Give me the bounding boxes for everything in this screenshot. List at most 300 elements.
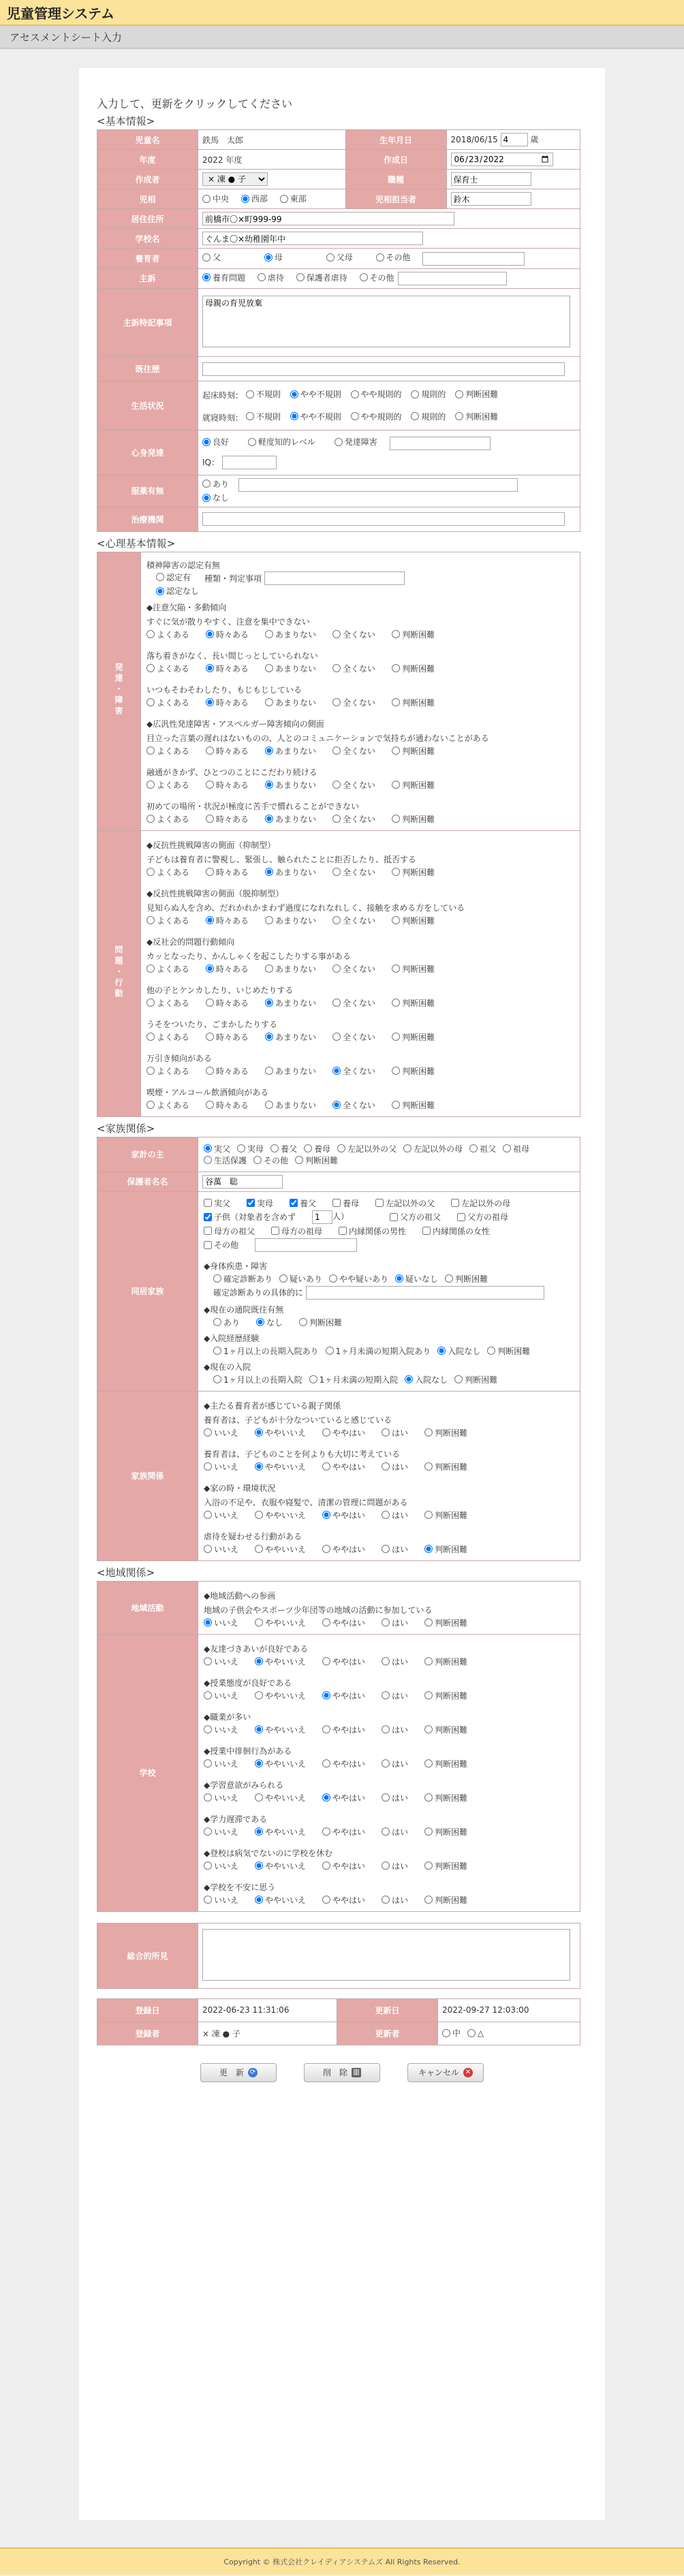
radio-option-rq1[interactable] [424, 1427, 467, 1439]
sleep-radio[interactable] [411, 411, 446, 422]
radio-option-label: 全くない [343, 746, 376, 756]
radio-option-now[interactable] [309, 1374, 399, 1385]
radio-option-sq5[interactable] [382, 1792, 408, 1804]
guardian-opt: 父母 [336, 253, 353, 262]
radio-option-sq1[interactable] [255, 1656, 306, 1667]
radio-option-rq2[interactable] [204, 1461, 238, 1473]
complaint-note-textarea[interactable] [202, 296, 570, 347]
radio-option-rq2[interactable] [322, 1461, 365, 1473]
cohab-check[interactable] [290, 1197, 316, 1209]
radio-option-label: 時々ある [216, 1032, 249, 1042]
radio-option-rq4[interactable] [255, 1543, 306, 1555]
radio-option-sq7[interactable] [255, 1860, 306, 1872]
radio-option-q13[interactable] [265, 1099, 316, 1111]
radio-option-sq5[interactable] [322, 1792, 365, 1804]
radio-option-label: いいえ [214, 1691, 239, 1701]
radio-option-q3[interactable] [146, 697, 189, 708]
cert-opt: 認定有 [166, 572, 191, 582]
radio-option-label: よくある [157, 780, 190, 790]
hospital-input[interactable] [202, 512, 565, 526]
guardian-name-input[interactable] [202, 1175, 283, 1189]
radio-option-sq1[interactable] [424, 1656, 467, 1667]
radio-option-q10[interactable] [146, 997, 189, 1009]
radio-option-q3[interactable] [265, 697, 316, 708]
radio-option-q8[interactable] [332, 915, 375, 926]
radio-option-label: やや疑いあり [339, 1274, 389, 1284]
radio-option-rq3[interactable] [255, 1509, 306, 1521]
radio-option-sq7[interactable] [204, 1860, 238, 1872]
area-radio-east[interactable] [280, 193, 307, 204]
radio-option-label: いいえ [214, 1428, 239, 1438]
update-button[interactable] [200, 2063, 277, 2082]
radio-option-label: 判断困難 [435, 1462, 468, 1472]
radio-option-sq4[interactable] [322, 1758, 365, 1770]
radio-option-ill[interactable] [329, 1273, 388, 1285]
radio-option-q2[interactable] [332, 663, 375, 674]
radio-option-sq7[interactable] [382, 1860, 408, 1872]
radio-option-q12[interactable] [392, 1065, 435, 1077]
guardian-radio[interactable] [326, 251, 353, 263]
dev-radio[interactable] [202, 436, 229, 447]
radio-option-q4[interactable] [146, 745, 189, 757]
med-radio-no[interactable] [202, 492, 229, 503]
radio-option-sq2[interactable] [255, 1690, 306, 1701]
radio-option-sq1[interactable] [382, 1656, 408, 1667]
guardian-opt: その他 [386, 253, 411, 262]
radio-option-q11[interactable] [332, 1031, 375, 1043]
radio-option-q1[interactable] [265, 629, 316, 640]
guardian-radio[interactable] [202, 251, 221, 263]
radio-option-q6[interactable] [332, 813, 375, 825]
radio-option-now[interactable] [405, 1374, 448, 1385]
radio-option-sq8[interactable] [424, 1894, 467, 1906]
radio-option-q6[interactable] [206, 813, 249, 825]
cohab-check[interactable] [457, 1210, 508, 1224]
radio-option-sq2[interactable] [322, 1690, 365, 1701]
radio-option-adm[interactable] [326, 1345, 431, 1357]
job-input[interactable] [451, 172, 531, 186]
dev-radio[interactable] [335, 436, 377, 447]
radio-option-cq1[interactable] [255, 1617, 306, 1629]
wake-radio[interactable] [246, 388, 281, 400]
radio-option-q10[interactable] [332, 997, 375, 1009]
radio-option-q5[interactable] [392, 779, 435, 791]
radio-option-sq6[interactable] [424, 1826, 467, 1838]
basic-info-table [97, 129, 580, 532]
radio-option-label: 1ヶ月以上の長期入院 [223, 1375, 302, 1385]
radio-option-q4[interactable] [265, 745, 316, 757]
radio-option-q9[interactable] [146, 963, 189, 975]
radio-option-q5[interactable] [265, 779, 316, 791]
radio-option-q7[interactable] [146, 866, 189, 878]
radio-option-rq4[interactable] [382, 1543, 408, 1555]
radio-option-ill[interactable] [445, 1273, 488, 1285]
radio-option-now[interactable] [213, 1374, 302, 1385]
radio-option-rq1[interactable] [322, 1427, 365, 1439]
cert-kind-label: 種類・判定事項 [204, 574, 262, 583]
radio-option-q2[interactable] [146, 663, 189, 674]
iq-input[interactable] [222, 456, 277, 469]
radio-option-head[interactable] [270, 1143, 297, 1155]
cohab-other-input[interactable] [255, 1238, 357, 1252]
complaint-radio[interactable] [360, 272, 394, 283]
radio-option-label: 時々ある [216, 964, 249, 974]
radio-option-label: 全くない [343, 915, 376, 926]
opinion-textarea[interactable] [202, 1929, 570, 1981]
complaint-radio[interactable] [258, 272, 284, 283]
radio-option-q9[interactable] [332, 963, 375, 975]
radio-option-sq4[interactable] [204, 1758, 238, 1770]
radio-option-head[interactable] [204, 1155, 247, 1166]
radio-option-label: 判断困難 [435, 1793, 468, 1803]
radio-option-label: 判断困難 [455, 1274, 488, 1284]
radio-option-head[interactable] [469, 1143, 496, 1155]
radio-option-q3[interactable] [206, 697, 249, 708]
radio-option-rq2[interactable] [382, 1461, 408, 1473]
radio-option-cq1[interactable] [204, 1617, 238, 1629]
radio-option-hosp[interactable] [213, 1317, 240, 1328]
radio-option-sq5[interactable] [255, 1792, 306, 1804]
opinion-label: 総合的所見 [97, 1923, 198, 1988]
cohab-other-check[interactable] [204, 1238, 238, 1252]
radio-option-head[interactable] [503, 1143, 529, 1155]
cohab-check[interactable] [271, 1225, 322, 1237]
wake-radio[interactable] [411, 388, 446, 400]
radio-option-sq3[interactable] [382, 1724, 408, 1735]
guardian-radio[interactable] [376, 251, 411, 263]
radio-option-head[interactable] [237, 1143, 264, 1155]
radio-option-q1[interactable] [392, 629, 435, 640]
med-detail-input[interactable] [238, 478, 518, 492]
radio-option-q10[interactable] [206, 997, 249, 1009]
radio-option-q4[interactable] [206, 745, 249, 757]
radio-option-q12[interactable] [332, 1065, 375, 1077]
radio-option-sq8[interactable] [255, 1894, 306, 1906]
cw-input[interactable] [451, 192, 531, 206]
radio-option-rq1[interactable] [204, 1427, 238, 1439]
radio-option-q13[interactable] [206, 1099, 249, 1111]
psych-info-table [97, 552, 580, 1117]
radio-option-q5[interactable] [146, 779, 189, 791]
radio-option-sq2[interactable] [382, 1690, 408, 1701]
radio-option-q11[interactable] [206, 1031, 249, 1043]
med-opt: あり [213, 479, 230, 489]
radio-option-head[interactable] [337, 1143, 397, 1155]
radio-option-cq1[interactable] [382, 1617, 408, 1629]
radio-option-q3[interactable] [392, 697, 435, 708]
radio-option-q6[interactable] [265, 813, 316, 825]
radio-option-q3[interactable] [332, 697, 375, 708]
radio-option-sq2[interactable] [204, 1690, 238, 1701]
radio-option-sq6[interactable] [204, 1826, 238, 1838]
history-input[interactable] [202, 362, 565, 376]
radio-option-ill[interactable] [213, 1273, 273, 1285]
radio-option-sq4[interactable] [424, 1758, 467, 1770]
radio-option-q12[interactable] [146, 1065, 189, 1077]
radio-option-head[interactable] [403, 1143, 463, 1155]
radio-option-q5[interactable] [206, 779, 249, 791]
radio-option-q11[interactable] [392, 1031, 435, 1043]
cert-radio-yes[interactable] [156, 571, 191, 583]
cohab-check[interactable] [339, 1225, 406, 1237]
addr-input[interactable] [202, 212, 454, 225]
cohab-check[interactable] [204, 1225, 255, 1237]
radio-option-q8[interactable] [206, 915, 249, 926]
radio-option-q1[interactable] [146, 629, 189, 640]
beh-group-label [97, 830, 141, 1116]
med-opt: なし [213, 493, 230, 503]
radio-option-sq8[interactable] [204, 1894, 238, 1906]
sleep-radio[interactable] [455, 411, 498, 422]
radio-option-q7[interactable] [332, 866, 375, 878]
asd-heading: ◆広汎性発達障害・アスペルガー障害傾向の側面 [146, 719, 324, 729]
radio-option-label: その他 [264, 1155, 289, 1165]
illness-detail-label: 確定診断ありの具体的に [213, 1287, 304, 1298]
upd-user-opt: 中 [452, 2028, 461, 2039]
radio-option-label: 判断困難 [402, 1032, 435, 1042]
child-check[interactable] [204, 1210, 296, 1224]
radio-option-head[interactable] [204, 1143, 230, 1155]
radio-option-q1[interactable] [332, 629, 375, 640]
cohab-check[interactable] [247, 1197, 273, 1209]
cohab-opt: 左記以外の母 [461, 1198, 511, 1208]
radio-option-label: いいえ [214, 1725, 239, 1735]
radio-option-q13[interactable] [146, 1099, 189, 1111]
radio-option-rq3[interactable] [204, 1509, 238, 1521]
radio-option-label: 養父 [281, 1144, 298, 1154]
radio-option-q4[interactable] [392, 745, 435, 757]
adhd-heading: ◆注意欠陥・多動傾向 [146, 602, 227, 612]
created-label: 作成日 [345, 150, 446, 170]
radio-option-adm[interactable] [213, 1345, 319, 1357]
radio-option-q13[interactable] [392, 1099, 435, 1111]
radio-option-label: はい [392, 1510, 409, 1520]
age-input[interactable] [501, 133, 528, 146]
wake-radio[interactable] [351, 388, 402, 400]
radio-option-label: 判断困難 [435, 1656, 468, 1667]
radio-option-q7[interactable] [392, 866, 435, 878]
radio-option-label: なし [266, 1317, 283, 1328]
radio-option-q8[interactable] [392, 915, 435, 926]
radio-option-rq1[interactable] [382, 1427, 408, 1439]
radio-option-adm[interactable] [437, 1345, 480, 1357]
radio-option-q13[interactable] [332, 1099, 375, 1111]
dev-radio[interactable] [248, 436, 315, 447]
radio-option-label: いいえ [214, 1510, 239, 1520]
radio-option-now[interactable] [454, 1374, 497, 1385]
radio-option-label: はい [392, 1691, 409, 1701]
guardian-other-input[interactable] [422, 252, 525, 266]
radio-option-label: 全くない [343, 1066, 376, 1076]
area-opt-label: 中央 [213, 194, 230, 204]
school-input[interactable] [202, 232, 423, 245]
radio-option-q6[interactable] [392, 813, 435, 825]
radio-option-sq5[interactable] [424, 1792, 467, 1804]
refresh-icon: ⟳ [248, 2068, 258, 2077]
radio-option-q8[interactable] [146, 915, 189, 926]
cohab-opt: 母方の祖父 [214, 1226, 255, 1236]
radio-option-label: 判断困難 [402, 915, 435, 926]
radio-option-q4[interactable] [332, 745, 375, 757]
med-radio-yes[interactable] [202, 478, 229, 490]
complaint-radio[interactable] [296, 272, 347, 283]
radio-option-head[interactable] [253, 1155, 288, 1166]
radio-option-q7[interactable] [206, 866, 249, 878]
radio-option-q11[interactable] [146, 1031, 189, 1043]
radio-option-ill[interactable] [279, 1273, 322, 1285]
radio-option-q5[interactable] [332, 779, 375, 791]
radio-option-sq3[interactable] [204, 1724, 238, 1735]
radio-option-sq4[interactable] [382, 1758, 408, 1770]
cohab-check[interactable] [422, 1225, 490, 1237]
radio-option-label: ややはい [332, 1510, 366, 1520]
radio-option-label: 時々ある [216, 746, 249, 756]
radio-option-label: 全くない [343, 814, 376, 824]
radio-option-sq8[interactable] [322, 1894, 365, 1906]
radio-option-rq4[interactable] [322, 1543, 365, 1555]
question-text: 虐待を疑わせる行動がある [204, 1531, 302, 1541]
complaint-opt: 養育問題 [213, 272, 246, 283]
radio-option-q10[interactable] [265, 997, 316, 1009]
radio-option-q8[interactable] [265, 915, 316, 926]
radio-option-q10[interactable] [392, 997, 435, 1009]
radio-option-q1[interactable] [206, 629, 249, 640]
radio-option-sq7[interactable] [424, 1860, 467, 1872]
radio-option-sq6[interactable] [382, 1826, 408, 1838]
created-date-input[interactable] [451, 153, 553, 166]
guardian-radio[interactable] [264, 251, 283, 263]
radio-option-sq1[interactable] [204, 1656, 238, 1667]
radio-option-q9[interactable] [392, 963, 435, 975]
cert-radio-no[interactable] [156, 585, 199, 597]
meta-table [97, 1998, 580, 2045]
illness-detail-input[interactable] [306, 1286, 544, 1300]
area-radio-west[interactable] [241, 193, 268, 204]
upd-user-radio[interactable] [442, 2027, 461, 2039]
radio-option-rq1[interactable] [255, 1427, 306, 1439]
radio-option-q11[interactable] [265, 1031, 316, 1043]
radio-option-sq3[interactable] [424, 1724, 467, 1735]
form-panel [79, 68, 605, 2520]
author-select[interactable] [202, 172, 268, 186]
radio-option-rq2[interactable] [424, 1461, 467, 1473]
dev-other-input[interactable] [390, 437, 491, 450]
question-text: 落ち着きがなく、長い間じっとしていられない [146, 650, 318, 661]
radio-option-rq3[interactable] [382, 1509, 408, 1521]
radio-option-label: あまりない [275, 814, 317, 824]
life-opt: やや不規則 [300, 390, 341, 399]
cohab-check[interactable] [451, 1197, 510, 1209]
radio-option-q2[interactable] [392, 663, 435, 674]
radio-option-rq4[interactable] [204, 1543, 238, 1555]
radio-option-label: 判断困難 [435, 1895, 468, 1905]
radio-option-q12[interactable] [265, 1065, 316, 1077]
radio-option-hosp[interactable] [299, 1317, 342, 1328]
area-opt-label: 東部 [290, 194, 307, 204]
radio-option-q7[interactable] [265, 866, 316, 878]
name-label: 児童名 [97, 130, 198, 150]
cohab-check[interactable] [375, 1197, 435, 1209]
odd2-heading: ◆反抗性挑戦障害の側面（脱抑制型） [146, 888, 284, 898]
cancel-button[interactable] [407, 2063, 484, 2082]
cohab-check[interactable] [390, 1210, 441, 1224]
radio-option-sq8[interactable] [382, 1894, 408, 1906]
radio-option-cq1[interactable] [424, 1617, 467, 1629]
sleep-radio[interactable] [246, 411, 281, 422]
radio-option-q9[interactable] [206, 963, 249, 975]
radio-option-label: 入院なし [448, 1346, 481, 1356]
radio-option-label: 全くない [343, 780, 376, 790]
radio-option-hosp[interactable] [256, 1317, 283, 1328]
question-text: ◆学校を不安に思う [204, 1882, 276, 1892]
question-text: うそをついたり、ごまかしたりする [146, 1019, 278, 1029]
radio-option-label: ややいいえ [265, 1462, 307, 1472]
cohab-opt: 実母 [257, 1198, 274, 1208]
question-text: 万引き傾向がある [146, 1053, 213, 1063]
trash-icon: ▥ [352, 2068, 361, 2077]
wake-radio[interactable] [455, 388, 498, 400]
complaint-radio[interactable] [202, 272, 245, 283]
area-opt-label: 西部 [251, 194, 268, 204]
child-count-input[interactable] [312, 1210, 332, 1224]
sleep-radio[interactable] [290, 411, 341, 422]
radio-option-adm[interactable] [487, 1345, 530, 1357]
radio-option-label: ややはい [332, 1428, 366, 1438]
cohab-opt: 父方の祖父 [400, 1212, 441, 1222]
cohab-check[interactable] [332, 1197, 359, 1209]
radio-option-q9[interactable] [265, 963, 316, 975]
radio-option-sq7[interactable] [322, 1860, 365, 1872]
radio-option-rq3[interactable] [424, 1509, 467, 1521]
radio-option-sq4[interactable] [255, 1758, 306, 1770]
radio-option-sq3[interactable] [255, 1724, 306, 1735]
radio-option-label: ややいいえ [265, 1428, 307, 1438]
radio-option-label: あまりない [275, 867, 317, 877]
radio-option-rq4[interactable] [424, 1543, 467, 1555]
wake-radio[interactable] [290, 388, 341, 400]
radio-option-ill[interactable] [395, 1273, 438, 1285]
radio-option-label: 判断困難 [402, 1100, 435, 1110]
sleep-radio[interactable] [351, 411, 402, 422]
radio-option-rq3[interactable] [322, 1509, 365, 1521]
delete-button[interactable] [304, 2063, 380, 2082]
radio-option-label: いいえ [214, 1656, 239, 1667]
radio-option-sq3[interactable] [322, 1724, 365, 1735]
life-opt: やや不規則 [300, 411, 341, 422]
upd-user-radio[interactable] [467, 2028, 484, 2038]
radio-option-cq1[interactable] [322, 1617, 365, 1629]
life-opt: 不規則 [255, 390, 281, 399]
cert-kind-input[interactable] [264, 571, 405, 585]
radio-option-sq1[interactable] [322, 1656, 365, 1667]
radio-option-q2[interactable] [206, 663, 249, 674]
radio-option-q6[interactable] [146, 813, 189, 825]
cert-label: 積神障害の認定有無 [146, 560, 221, 570]
radio-option-label: あまりない [275, 697, 317, 708]
radio-option-sq2[interactable] [424, 1690, 467, 1701]
radio-option-head[interactable] [295, 1155, 338, 1166]
radio-option-rq2[interactable] [255, 1461, 306, 1473]
radio-option-sq5[interactable] [204, 1792, 238, 1804]
radio-option-q12[interactable] [206, 1065, 249, 1077]
radio-option-sq6[interactable] [322, 1826, 365, 1838]
area-radio-central[interactable] [202, 193, 229, 204]
cohab-check[interactable] [204, 1197, 230, 1209]
radio-option-sq6[interactable] [255, 1826, 306, 1838]
radio-option-head[interactable] [304, 1143, 330, 1155]
complaint-other-input[interactable] [398, 272, 507, 285]
radio-option-q2[interactable] [265, 663, 316, 674]
